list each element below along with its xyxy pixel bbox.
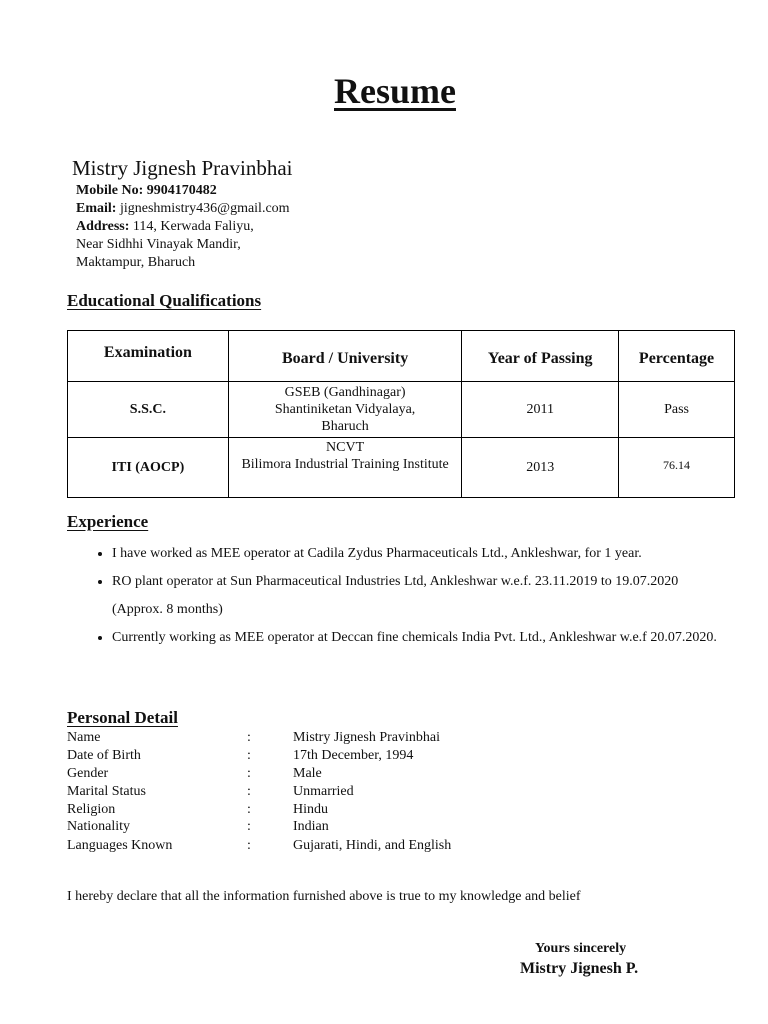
personal-key: Nationality [67, 819, 130, 834]
personal-row [67, 729, 667, 747]
list-item: • RO plant operator at Sun Pharmaceutical Industries Ltd, Ankleshwar w.e.f. 23.11.2019 to 19.07.2020 (Approx. 8 months) [112, 568, 732, 624]
personal-key: Name [67, 730, 101, 745]
email-value: jigneshmistry436@gmail.com [119, 201, 290, 216]
mobile-label: Mobile No: [76, 183, 144, 198]
personal-value: 17th December, 1994 [293, 748, 414, 763]
list-item: • Currently working as MEE operator at Deccan fine chemicals India Pvt. Ltd., Ankleshwar w.e.f 20.07.2020. [112, 624, 732, 652]
address-label: Address: [76, 219, 130, 234]
address-value-1: 114, Kerwada Faliyu, [132, 219, 254, 234]
column-header: Percentage [619, 331, 735, 382]
separator: : [247, 748, 251, 763]
column-header: Year of Passing [462, 331, 619, 382]
address-line-2: Near Sidhhi Vinayak Mandir, [76, 237, 241, 252]
personal-row [67, 837, 667, 855]
personal-key: Marital Status [67, 784, 146, 799]
exam-cell: S.S.C. [68, 382, 229, 438]
personal-value: Male [293, 766, 322, 781]
experience-heading: Experience [67, 512, 149, 531]
declaration-text: I hereby declare that all the information furnished above is true to my knowledge and belief [67, 889, 581, 904]
column-header: Examination [68, 331, 229, 382]
address-line-1 [76, 218, 254, 236]
experience-list [90, 540, 732, 652]
board-line: GSEB (Gandhinagar) [284, 385, 406, 400]
mobile-value: 9904170482 [146, 183, 217, 198]
signature-name: Mistry Jignesh P. [520, 960, 639, 977]
separator: : [247, 819, 251, 834]
personal-row [67, 818, 667, 836]
personal-row [67, 747, 667, 765]
personal-heading: Personal Detail [67, 708, 178, 727]
table-row [68, 382, 735, 438]
personal-value: Indian [293, 819, 329, 834]
email-line [76, 200, 290, 218]
personal-key: Religion [67, 802, 116, 817]
exam-cell: ITI (AOCP) [68, 438, 229, 498]
personal-key: Date of Birth [67, 748, 141, 763]
board-cell [228, 438, 462, 498]
personal-key: Gender [67, 766, 109, 781]
percentage-cell: Pass [619, 382, 735, 438]
personal-row [67, 783, 667, 801]
separator: : [247, 802, 251, 817]
separator: : [247, 784, 251, 799]
board-line: NCVT [326, 440, 365, 455]
list-item: • I have worked as MEE operator at Cadila Zydus Pharmaceuticals Ltd., Ankleshwar, for 1 year. [112, 540, 732, 568]
email-label: Email: [76, 201, 117, 216]
board-line: Bilimora Industrial Training Institute [241, 457, 449, 472]
personal-value: Mistry Jignesh Pravinbhai [293, 730, 440, 745]
mobile-line [76, 182, 217, 200]
address-line-3: Maktampur, Bharuch [76, 255, 196, 270]
personal-value: Gujarati, Hindi, and English [293, 838, 452, 853]
table-header-row [68, 331, 735, 382]
separator: : [247, 730, 251, 745]
year-cell: 2013 [462, 438, 619, 498]
percentage-cell: 76.14 [619, 438, 735, 498]
personal-value: Hindu [293, 802, 328, 817]
board-line: Shantiniketan Vidyalaya, [274, 402, 416, 417]
personal-row [67, 801, 667, 819]
year-cell: 2011 [462, 382, 619, 438]
separator: : [247, 766, 251, 781]
board-cell [228, 382, 462, 438]
column-header: Board / University [228, 331, 462, 382]
education-table [67, 330, 735, 498]
personal-key: Languages Known [67, 838, 173, 853]
education-heading: Educational Qualifications [67, 291, 262, 310]
table-row [68, 438, 735, 498]
closing-text: Yours sincerely [535, 941, 627, 956]
board-line: Bharuch [321, 419, 369, 434]
personal-row [67, 765, 667, 783]
page-title: Resume [334, 71, 456, 111]
separator: : [247, 838, 251, 853]
candidate-name: Mistry Jignesh Pravinbhai [72, 156, 293, 180]
personal-value: Unmarried [293, 784, 354, 799]
